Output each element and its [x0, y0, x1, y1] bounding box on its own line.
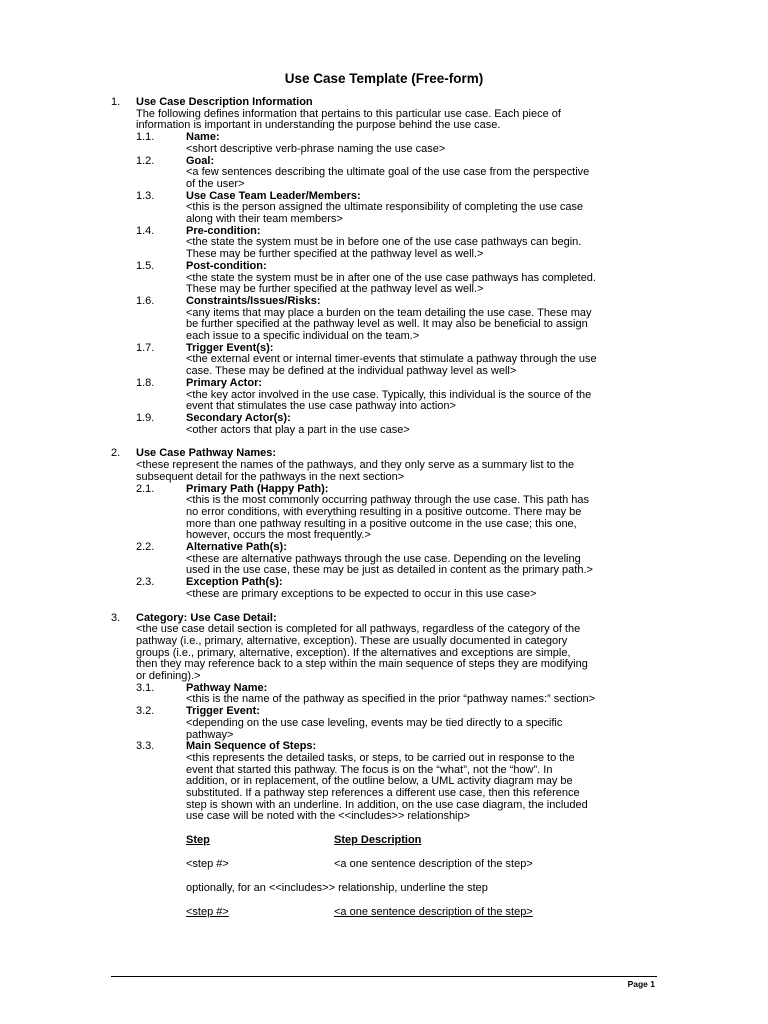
subsection-number: 1.5. [136, 259, 155, 272]
subsection-text-line: along with their team members> [186, 213, 343, 226]
subsection-text-line: <this is the name of the pathway as specified in the prior “pathway names:” section> [186, 693, 596, 706]
subsection-text-line: <this is the person assigned the ultimate responsibility of completing the use case [186, 201, 584, 214]
subsection [136, 484, 671, 543]
section-text-line: groups (i.e., primary, alternative, exception). If the alternatives and exceptions are simple, [136, 646, 571, 659]
section-text-line: subsequent detail for the pathways in the next section> [136, 470, 405, 483]
section-text-line: <the use case detail section is completed for all pathways, regardless of the category of the [136, 623, 581, 636]
subsection-text-line: <other actors that play a part in the use case> [186, 423, 410, 436]
subsection [136, 741, 671, 823]
subsection [136, 542, 671, 577]
subsection-text-line: <this is the most commonly occurring pathway through the use case. This path has [186, 494, 590, 507]
subsection-number: 2.2. [136, 541, 155, 554]
section-text-line: <these represent the names of the pathways, and they only serve as a summary list to the [136, 459, 575, 472]
section-text-line: pathway (i.e., primary, alternative, exception). These are usually documented in category [136, 634, 568, 647]
subsection-title: Constraints/Issues/Risks: [186, 294, 321, 307]
subsection-number: 1.3. [136, 189, 155, 202]
subsection [136, 156, 671, 191]
subsection-text-line: <the external event or internal timer-events that stimulate a pathway through the use [186, 353, 597, 366]
subsection-text-line: <any items that may place a burden on the team detailing the use case. These may [186, 306, 592, 319]
subsection [136, 226, 671, 261]
section-title: Use Case Pathway Names: [136, 447, 277, 460]
subsection-text-line: <the key actor involved in the use case. Typically, this individual is the source of the [186, 388, 592, 401]
subsection [136, 413, 671, 436]
subsection [136, 296, 671, 343]
subsection-text-line: event that stimulates the use case pathway into action> [186, 400, 456, 413]
subsection-text-line: <these are primary exceptions to be expected to occur in this use case> [186, 587, 537, 600]
subsection-text-line: These may be further specified at the pathway level as well.> [186, 283, 484, 296]
subsection-number: 3.3. [136, 740, 155, 753]
section-title: Use Case Description Information [136, 96, 313, 108]
subsection-title: Main Sequence of Steps: [186, 740, 317, 753]
section [111, 448, 671, 600]
subsection-text-line: substituted. If a pathway step references a different use case, then this reference [186, 787, 580, 800]
steps-header-row [186, 835, 671, 847]
subsection-number: 1.8. [136, 376, 155, 389]
section-text-line: information is important in understanding the purpose behind the use case. [136, 119, 501, 132]
step-description: <a one sentence description of the step> [334, 858, 533, 871]
subsection-number: 2.1. [136, 482, 155, 495]
subsection [136, 683, 671, 706]
subsection-text-line: <the state the system must be in after one of the use case pathways has completed. [186, 271, 596, 284]
page-number: Page 1 [627, 979, 655, 989]
subsection-text-line: These may be further specified at the pathway level as well.> [186, 248, 484, 261]
subsection-text-line: <depending on the use case leveling, events may be tied directly to a specific [186, 716, 563, 729]
subsection [136, 343, 671, 378]
subsection-title: Primary Actor: [186, 376, 263, 389]
section-title: Category: Use Case Detail: [136, 611, 277, 624]
subsection-text-line: <the state the system must be in before one of the use case pathways can begin. [186, 236, 582, 249]
subsection-title: Secondary Actor(s): [186, 411, 291, 424]
section-number: 1. [111, 96, 121, 108]
section-text-line: or defining).> [136, 670, 201, 683]
subsection [136, 577, 671, 600]
subsection-title: Primary Path (Happy Path): [186, 482, 329, 495]
section-spacer [111, 601, 671, 613]
subsection-text-line: of the user> [186, 177, 245, 190]
subsection-text-line: each issue to a specific individual on the team.> [186, 330, 420, 343]
subsection-title: Exception Path(s): [186, 576, 283, 589]
subsection [136, 378, 671, 413]
subsection-number: 1.2. [136, 154, 155, 167]
section-number: 2. [111, 447, 121, 460]
subsection-text-line: <these are alternative pathways through the use case. Depending on the leveling [186, 552, 581, 565]
subsection-number: 1.4. [136, 224, 155, 237]
subsection-text-line: step is shown with an underline. In addition, on the use case diagram, the included [186, 798, 588, 811]
footer-rule [111, 976, 657, 977]
step-number: <step #> [186, 858, 229, 871]
subsection-text-line: used in the use case, these may be just as detailed in content as the primary path.> [186, 564, 593, 577]
subsection-title: Alternative Path(s): [186, 541, 287, 554]
subsection-title: Post-condition: [186, 259, 267, 272]
subsection-title: Pre-condition: [186, 224, 261, 237]
step-row-underlined [186, 907, 671, 919]
document-title: Use Case Template (Free-form) [284, 71, 484, 86]
subsection [136, 191, 671, 226]
subsection-title: Pathway Name: [186, 681, 268, 694]
subsection-number: 1.7. [136, 341, 155, 354]
section-text-line: then they may reference back to a step within the main sequence of steps they are modifying [136, 658, 588, 671]
subsection-text-line: however, occurs the most frequently.> [186, 529, 371, 542]
section-number: 3. [111, 611, 121, 624]
subsection-text-line: <this represents the detailed tasks, or steps, to be carried out in response to the [186, 751, 575, 764]
subsection-text-line: pathway> [186, 728, 234, 741]
subsection-text-line: <a few sentences describing the ultimate goal of the use case from the perspective [186, 166, 590, 179]
subsection-text-line: be further specified at the pathway level as well. It may also be beneficial to assign [186, 318, 588, 331]
subsection-text-line: use case will be noted with the <<includes>> relationship> [186, 810, 471, 823]
subsection-number: 3.2. [136, 705, 155, 718]
step-column-header: Step [186, 834, 210, 847]
step-description-column-header: Step Description [334, 834, 422, 847]
step-row [186, 859, 671, 871]
document-body [111, 97, 671, 919]
subsection-text-line: no error conditions, with everything resulting in a positive outcome. There may be [186, 505, 582, 518]
subsection-title: Use Case Team Leader/Members: [186, 189, 361, 202]
subsection-text-line: case. These may be defined at the individual pathway level as well> [186, 365, 517, 378]
subsection-title: Goal: [186, 154, 215, 167]
subsection-number: 1.6. [136, 294, 155, 307]
section [111, 613, 671, 824]
subsection-number: 1.9. [136, 411, 155, 424]
subsection-number: 3.1. [136, 681, 155, 694]
includes-note: optionally, for an <<includes>> relationship, underline the step [186, 882, 488, 895]
subsection [136, 706, 671, 741]
subsection-text-line: event that started this pathway. The focus is on the “what”, not the “how”. In [186, 763, 553, 776]
subsection-title: Name: [186, 131, 220, 144]
subsection [136, 132, 671, 155]
subsection-title: Trigger Event(s): [186, 341, 274, 354]
step-description: <a one sentence description of the step> [334, 906, 533, 919]
subsection [136, 261, 671, 296]
subsection-title: Trigger Event: [186, 705, 260, 718]
step-number: <step #> [186, 906, 229, 919]
subsection-number: 1.1. [136, 131, 155, 144]
subsection-number: 2.3. [136, 576, 155, 589]
steps-table [111, 835, 671, 919]
subsection-text-line: more than one pathway resulting in a positive outcome in the use case; this one, [186, 517, 577, 530]
section-text-line: The following defines information that pertains to this particular use case. Each piece of [136, 107, 561, 120]
subsection-text-line: addition, or in replacement, of the outline below, a UML activity diagram may be [186, 775, 573, 788]
subsection-text-line: <short descriptive verb-phrase naming the use case> [186, 142, 446, 155]
section [111, 97, 671, 436]
